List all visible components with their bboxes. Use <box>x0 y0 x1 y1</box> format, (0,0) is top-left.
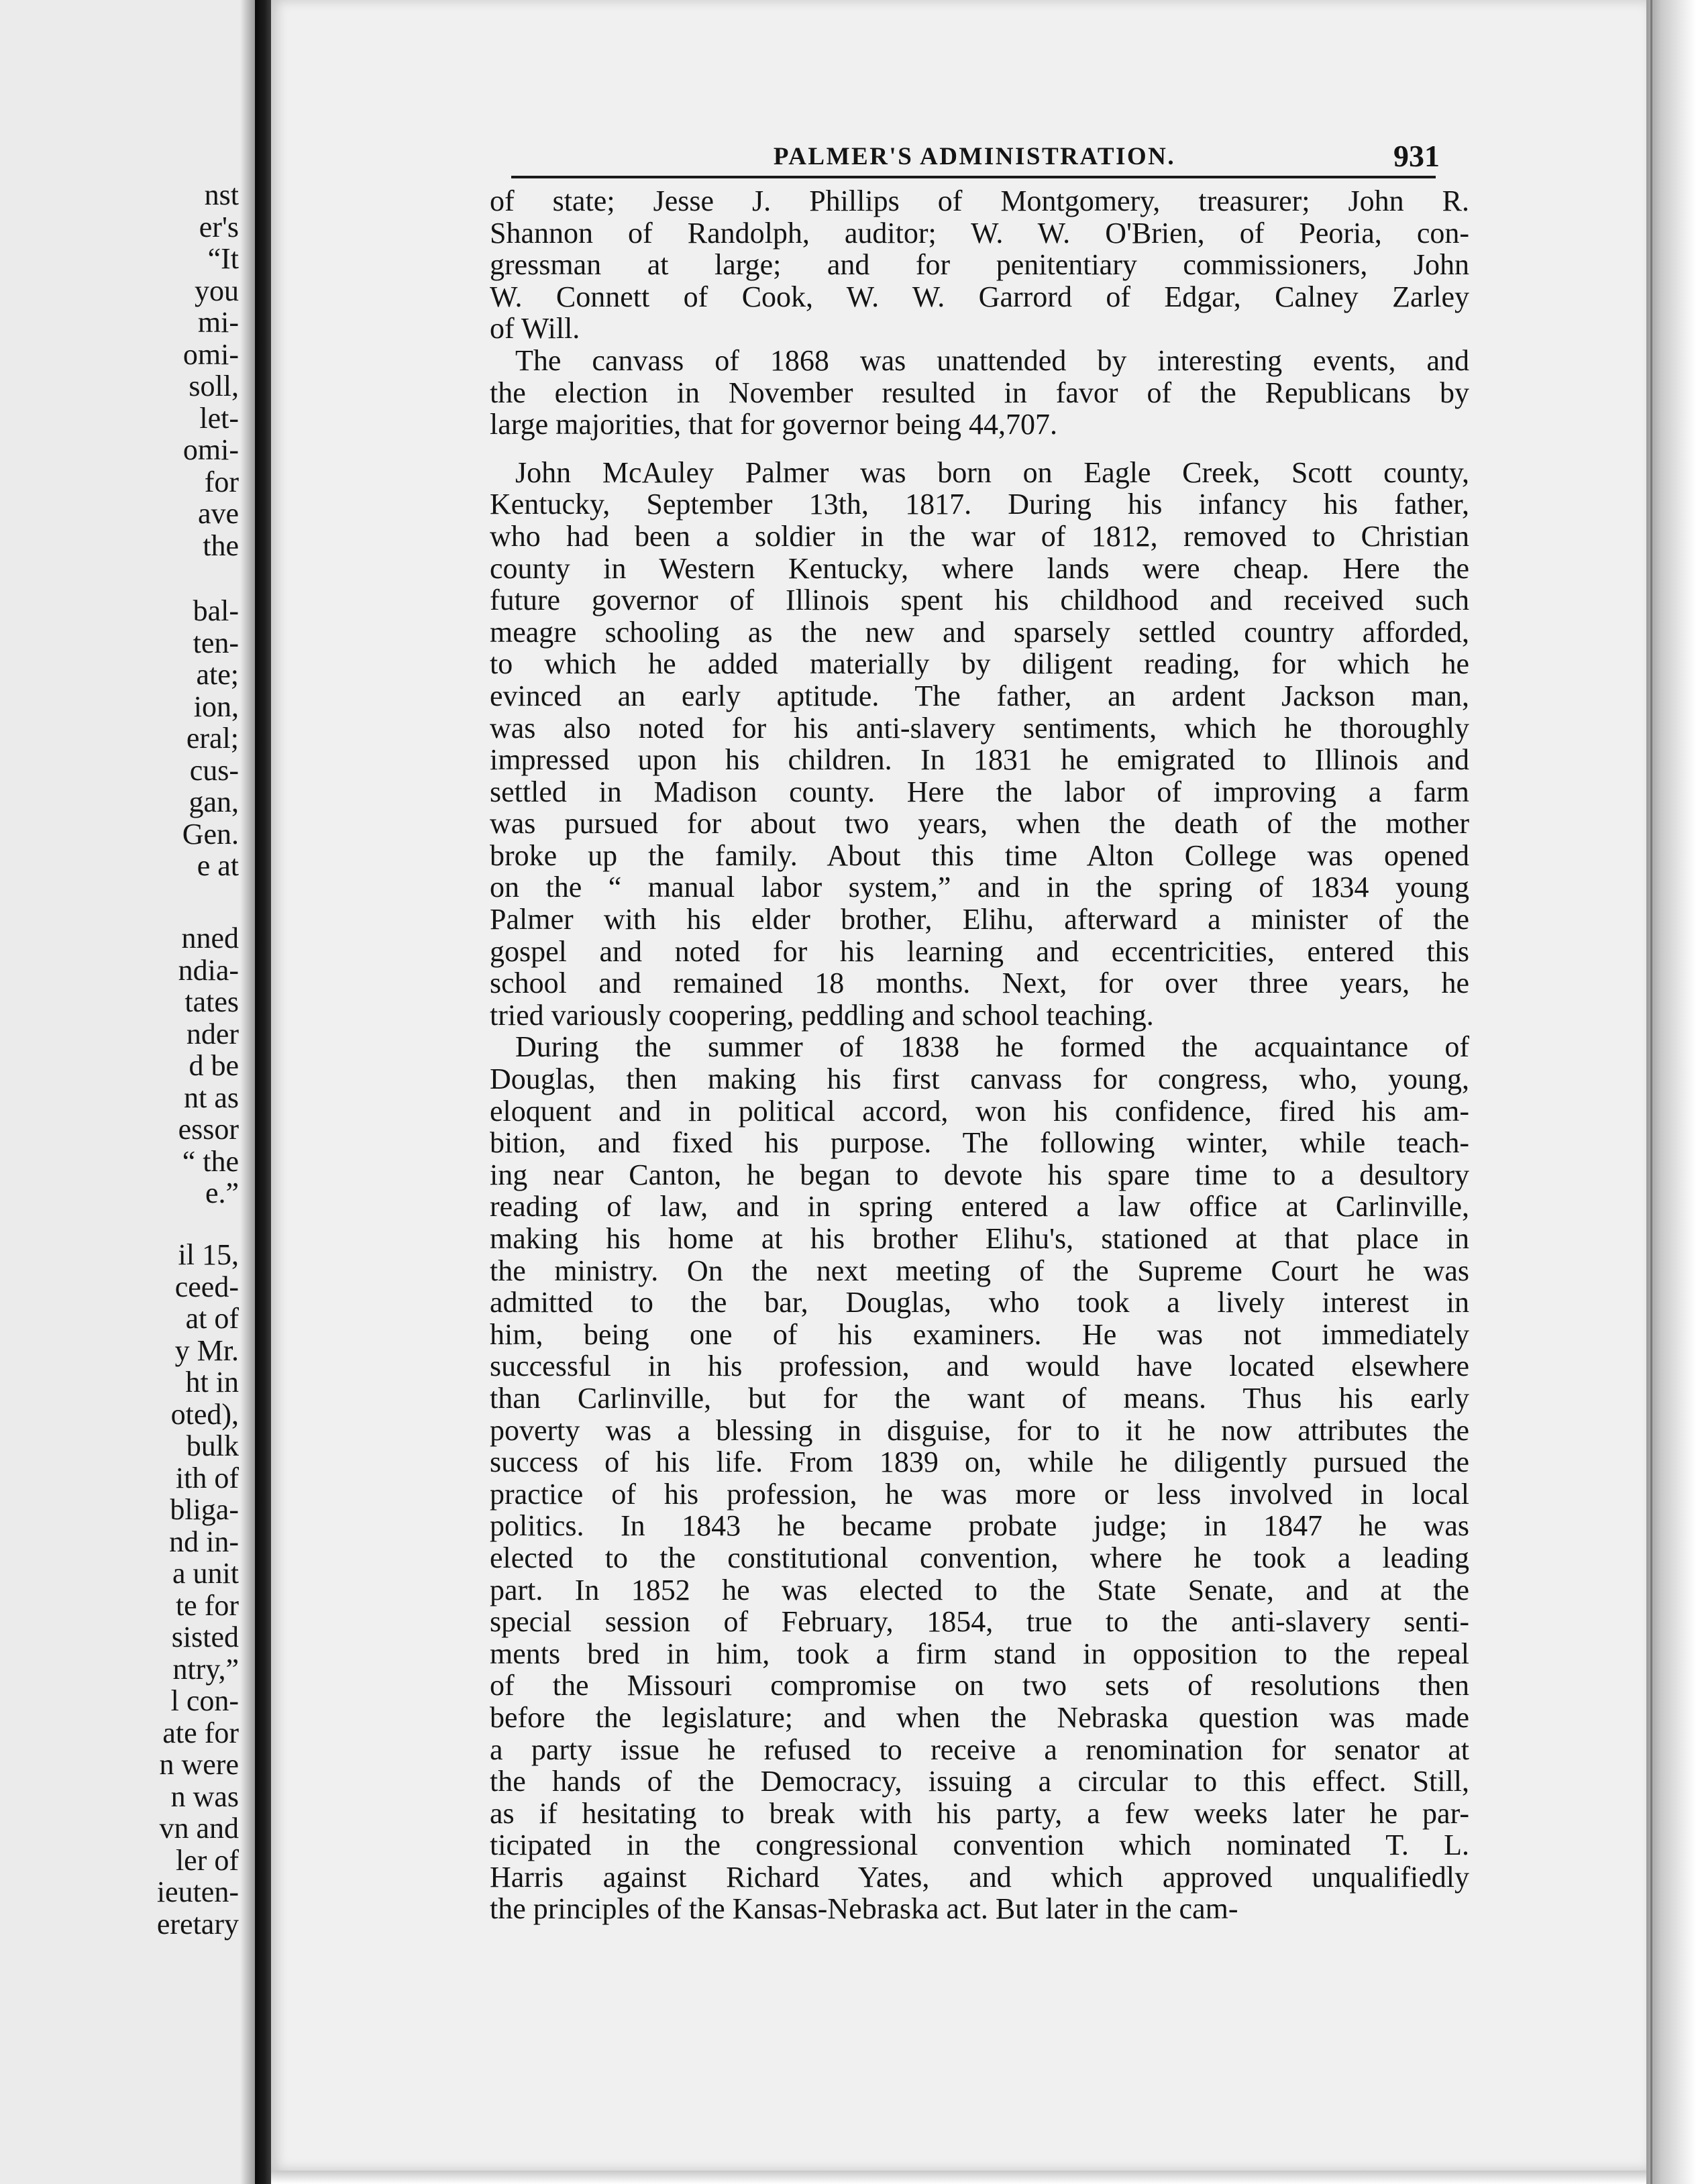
text-line: future governor of Illinois spent his childhood and received such <box>490 584 1469 617</box>
page-stack-edge <box>1646 0 1696 2184</box>
text-line: of Will. <box>490 312 580 345</box>
left-page-line: let- <box>199 401 239 435</box>
text-line: gressman at large; and for penitentiary commissioners, John <box>490 248 1469 282</box>
text-line: the ministry. On the next meeting of the Supreme Court he was <box>490 1254 1469 1287</box>
left-page-line: omi- <box>182 433 239 466</box>
text-line: on the “ manual labor system,” and in the spring of 1834 young <box>490 871 1469 904</box>
left-page-line: sisted <box>171 1621 239 1653</box>
text-line: admitted to the bar, Douglas, who took a lively interest in <box>490 1286 1469 1319</box>
text-line: Palmer with his elder brother, Elihu, afterward a minister of the <box>490 903 1469 936</box>
text-line: as if hesitating to break with his party, a few weeks later he par- <box>490 1796 1469 1830</box>
left-page-line: Gen. <box>182 817 239 851</box>
left-page-line: essor <box>178 1113 239 1146</box>
text-line: county in Western Kentucky, where lands were cheap. Here the <box>490 551 1469 585</box>
text-line: of the Missouri compromise on two sets of resolutions then <box>490 1669 1469 1702</box>
text-line: settled in Madison county. Here the labor of improving a farm <box>490 775 1469 808</box>
left-page-line: il 15, <box>178 1238 239 1271</box>
text-line: Douglas, then making his first canvass for congress, who, young, <box>490 1062 1469 1096</box>
header-rule <box>511 176 1436 178</box>
text-line: was also noted for his anti-slavery sentiments, which he thoroughly <box>490 711 1469 745</box>
left-page-line: nned <box>181 922 239 954</box>
text-line: was pursued for about two years, when the death of the mother <box>490 807 1469 840</box>
left-page-line: nder <box>186 1017 239 1050</box>
text-line: broke up the family. About this time Alton College was opened <box>490 838 1469 872</box>
left-page-line: for <box>204 465 239 498</box>
text-line: eloquent and in political accord, won his confidence, fired his am- <box>490 1094 1469 1128</box>
left-page-line: ieuten- <box>156 1875 239 1908</box>
text-line: school and remained 18 months. Next, for over three years, he <box>490 967 1469 1000</box>
left-page-line: y Mr. <box>174 1333 239 1367</box>
text-line: him, being one of his examiners. He was not immediately <box>490 1317 1469 1351</box>
left-page-line: cus- <box>189 753 239 787</box>
left-page-line: the <box>203 529 239 562</box>
text-line: gospel and noted for his learning and eccentricities, entered this <box>490 934 1469 968</box>
left-page-line: nst <box>204 178 239 211</box>
left-page-line: ith of <box>175 1461 239 1494</box>
text-line: John McAuley Palmer was born on Eagle Creek, Scott county, <box>515 455 1469 489</box>
text-line: practice of his profession, he was more or less involved in local <box>490 1477 1469 1511</box>
paragraph <box>490 1031 1469 1925</box>
text-line: successful in his profession, and would have located elsewhere <box>490 1350 1469 1383</box>
text-line: of state; Jesse J. Phillips of Montgomery, treasurer; John R. <box>490 184 1469 217</box>
text-line: During the summer of 1838 he formed the acquaintance of <box>515 1030 1469 1064</box>
text-line: large majorities, that for governor being 44,707. <box>490 408 1057 441</box>
left-page-shadow <box>240 0 255 2184</box>
left-page-line: ave <box>197 497 239 530</box>
left-page-fragment <box>0 0 255 2184</box>
left-page-line: vn and <box>159 1812 239 1845</box>
paragraph <box>490 457 1469 1032</box>
text-line: impressed upon his children. In 1831 he emigrated to Illinois and <box>490 743 1469 777</box>
left-page-line: mi- <box>197 306 239 339</box>
left-page-line: soll, <box>189 370 239 402</box>
left-page-line: n were <box>159 1748 239 1781</box>
left-page-line: e at <box>197 849 239 882</box>
text-line: ing near Canton, he began to devote his spare time to a desultory <box>490 1158 1469 1191</box>
paragraph <box>490 345 1469 441</box>
left-page-line: ceed- <box>174 1270 239 1303</box>
left-page-line: gan, <box>189 785 239 818</box>
left-page-line: oted), <box>170 1397 239 1431</box>
text-line: who had been a soldier in the war of 1812, removed to Christian <box>490 519 1469 553</box>
book-gutter <box>255 0 271 2184</box>
text-line: the election in November resulted in favor of the Republicans by <box>490 376 1469 409</box>
left-page-line: you <box>195 274 239 307</box>
text-line: the principles of the Kansas-Nebraska act. But later in the cam- <box>490 1892 1238 1926</box>
left-page-line: eral; <box>186 722 239 755</box>
left-page-line: ion, <box>193 690 239 723</box>
left-page-line: ht in <box>185 1366 239 1399</box>
left-page-line: d be <box>189 1049 239 1082</box>
page-number: 931 <box>1393 139 1440 173</box>
text-line: politics. In 1843 he became probate judge; in 1847 he was <box>490 1509 1469 1543</box>
section-gap <box>490 441 1469 457</box>
left-page-line: l con- <box>170 1684 239 1717</box>
text-line: bition, and fixed his purpose. The following winter, while teach- <box>490 1126 1469 1160</box>
left-page-line: ate for <box>162 1716 239 1749</box>
left-page-line: ndia- <box>178 953 239 987</box>
left-page-line: ntry,” <box>172 1652 239 1686</box>
left-page-line: nt as <box>184 1081 239 1114</box>
left-page-line: er's <box>199 210 239 243</box>
text-line: evinced an early aptitude. The father, an ardent Jackson man, <box>490 679 1469 712</box>
text-line: before the legislature; and when the Nebraska question was made <box>490 1700 1469 1734</box>
left-page-line: nd in- <box>169 1525 239 1558</box>
text-line: tried variously coopering, peddling and school teaching. <box>490 998 1154 1032</box>
paragraph <box>490 185 1469 345</box>
left-page-line: a unit <box>172 1557 239 1590</box>
left-page-line: ate; <box>196 658 239 691</box>
left-page-line: te for <box>175 1588 239 1622</box>
left-page-line: bal- <box>193 594 239 627</box>
left-page-line: “It <box>207 242 239 275</box>
text-line: Harris against Richard Yates, and which approved unqualifiedly <box>490 1860 1469 1894</box>
text-line: The canvass of 1868 was unattended by interesting events, and <box>515 343 1469 377</box>
text-line: elected to the constitutional convention, where he took a leading <box>490 1541 1469 1574</box>
text-line: Shannon of Randolph, auditor; W. W. O'Brien, of Peoria, con- <box>490 216 1469 250</box>
left-page-line: at of <box>185 1302 239 1335</box>
left-page-line: ten- <box>193 626 239 659</box>
left-page-line: eretary <box>156 1907 239 1941</box>
text-line: poverty was a blessing in disguise, for to it he now attributes the <box>490 1413 1469 1447</box>
page-bottom-edge <box>271 2171 1646 2184</box>
text-line: Kentucky, September 13th, 1817. During his infancy his father, <box>490 488 1469 521</box>
left-page-line: n was <box>170 1780 239 1813</box>
text-line: the hands of the Democracy, issuing a circular to this effect. Still, <box>490 1765 1469 1798</box>
text-line: a party issue he refused to receive a renomination for senator at <box>490 1733 1469 1766</box>
text-line: ticipated in the congressional convention which nominated T. L. <box>490 1828 1469 1862</box>
text-line: to which he added materially by diligent reading, for which he <box>490 647 1469 681</box>
text-line: ments bred in him, took a firm stand in opposition to the repeal <box>490 1637 1469 1670</box>
text-line: making his home at his brother Elihu's, stationed at that place in <box>490 1222 1469 1255</box>
text-line: than Carlinville, but for the want of means. Thus his early <box>490 1381 1469 1415</box>
left-page-line: tates <box>184 985 239 1018</box>
text-line: W. Connett of Cook, W. W. Garrord of Edgar, Calney Zarley <box>490 280 1469 313</box>
text-line: meagre schooling as the new and sparsely settled country afforded, <box>490 615 1469 649</box>
text-line: special session of February, 1854, true to the anti-slavery senti- <box>490 1605 1469 1639</box>
text-line: reading of law, and in spring entered a law office at Carlinville, <box>490 1190 1469 1223</box>
left-page-line: “ the <box>182 1144 239 1178</box>
text-line: part. In 1852 he was elected to the State Senate, and at the <box>490 1573 1469 1606</box>
text-line: success of his life. From 1839 on, while he diligently pursued the <box>490 1445 1469 1479</box>
left-page-line: ler of <box>175 1843 239 1877</box>
left-page-text <box>0 0 255 2184</box>
left-page-line: bliga- <box>170 1493 239 1526</box>
left-page-line: omi- <box>182 337 239 371</box>
running-title: PALMER'S ADMINISTRATION. <box>773 143 1176 170</box>
left-page-line: bulk <box>186 1429 239 1462</box>
left-page-line: e.” <box>205 1177 239 1209</box>
body-text <box>490 185 1469 1925</box>
